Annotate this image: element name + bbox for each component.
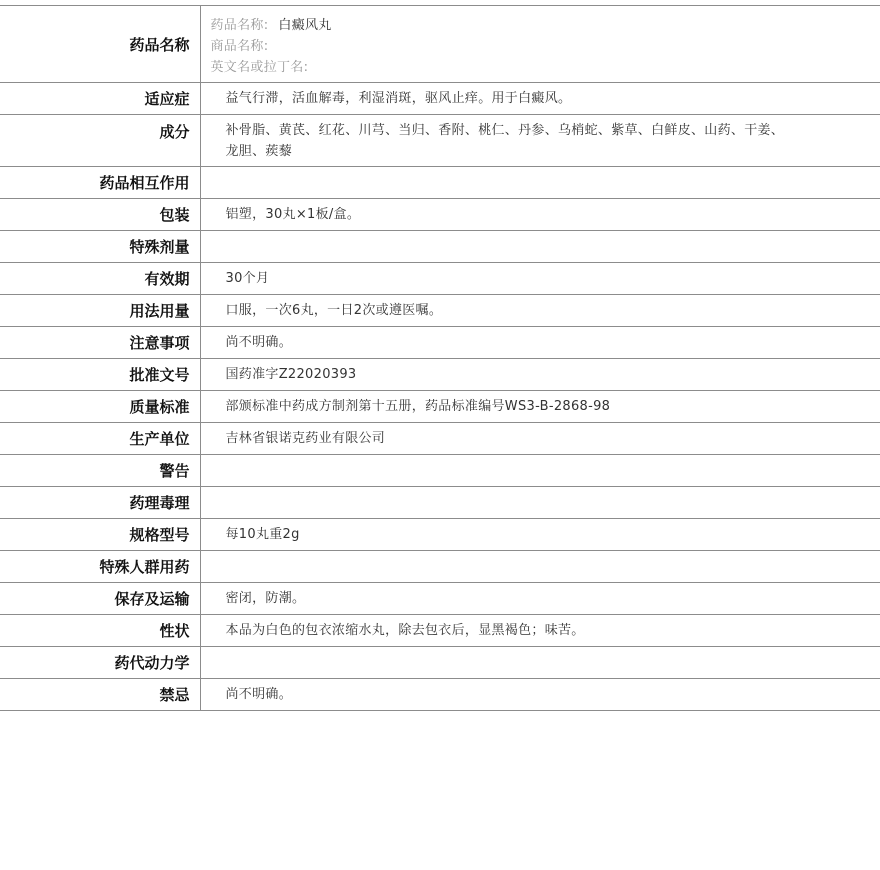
table-row-special-populations bbox=[0, 551, 880, 583]
row-value-quality-standard: 部颁标准中药成方制剂第十五册，药品标准编号WS3-B-2868-98 bbox=[200, 391, 880, 423]
table-row-interactions bbox=[0, 167, 880, 199]
row-label-interactions: 药品相互作用 bbox=[0, 167, 200, 199]
row-value-contraindications: 尚不明确。 bbox=[200, 679, 880, 711]
row-value-specification: 每10丸重2g bbox=[200, 519, 880, 551]
table-row-shelf-life bbox=[0, 263, 880, 295]
row-label-description: 性状 bbox=[0, 615, 200, 647]
table-row-special-dosage bbox=[0, 231, 880, 263]
row-label-contraindications: 禁忌 bbox=[0, 679, 200, 711]
row-label-ingredients: 成分 bbox=[0, 115, 200, 167]
row-label-shelf-life: 有效期 bbox=[0, 263, 200, 295]
row-value-indications: 益气行滞，活血解毒，利湿消斑，驱风止痒。用于白癜风。 bbox=[200, 83, 880, 115]
row-label-precautions: 注意事项 bbox=[0, 327, 200, 359]
drug-info-table bbox=[0, 5, 880, 711]
table-row-warning bbox=[0, 455, 880, 487]
generic-name-label: 药品名称: bbox=[210, 18, 269, 33]
row-label-indications: 适应症 bbox=[0, 83, 200, 115]
row-label-usage: 用法用量 bbox=[0, 295, 200, 327]
row-label-warning: 警告 bbox=[0, 455, 200, 487]
row-value-packaging: 铝塑，30丸×1板/盒。 bbox=[200, 199, 880, 231]
row-value-special-populations bbox=[200, 551, 880, 583]
table-row-drug-name bbox=[0, 6, 880, 83]
table-row-specification bbox=[0, 519, 880, 551]
drug-names-cell bbox=[200, 6, 880, 83]
row-value-usage: 口服，一次6丸，一日2次或遵医嘱。 bbox=[200, 295, 880, 327]
english-name-label: 英文名或拉丁名: bbox=[210, 60, 309, 75]
row-label-storage: 保存及运输 bbox=[0, 583, 200, 615]
table-row-indications bbox=[0, 83, 880, 115]
row-label-special-populations: 特殊人群用药 bbox=[0, 551, 200, 583]
table-row-contraindications bbox=[0, 679, 880, 711]
row-label-special-dosage: 特殊剂量 bbox=[0, 231, 200, 263]
row-label-pharmacokinetics: 药代动力学 bbox=[0, 647, 200, 679]
table-row-precautions bbox=[0, 327, 880, 359]
table-row-packaging bbox=[0, 199, 880, 231]
table-row-approval-number bbox=[0, 359, 880, 391]
row-value-description: 本品为白色的包衣浓缩水丸，除去包衣后，显黑褐色；味苦。 bbox=[200, 615, 880, 647]
row-value-shelf-life: 30个月 bbox=[200, 263, 880, 295]
generic-name-value: 白癜风丸 bbox=[278, 18, 332, 33]
row-value-warning bbox=[200, 455, 880, 487]
trade-name-label: 商品名称: bbox=[210, 39, 269, 54]
row-value-interactions bbox=[200, 167, 880, 199]
row-label-drug-name: 药品名称 bbox=[0, 6, 200, 83]
table-row-ingredients bbox=[0, 115, 880, 167]
row-value-special-dosage bbox=[200, 231, 880, 263]
row-value-storage: 密闭，防潮。 bbox=[200, 583, 880, 615]
row-label-packaging: 包装 bbox=[0, 199, 200, 231]
row-value-pharmacokinetics bbox=[200, 647, 880, 679]
table-row-usage bbox=[0, 295, 880, 327]
row-value-ingredients: 补骨脂、黄芪、红花、川芎、当归、香附、桃仁、丹参、乌梢蛇、紫草、白鲜皮、山药、干姜、龙胆、蒺藜 bbox=[200, 115, 880, 167]
row-value-approval-number: 国药准字Z22020393 bbox=[200, 359, 880, 391]
row-label-approval-number: 批准文号 bbox=[0, 359, 200, 391]
row-label-pharmacology: 药理毒理 bbox=[0, 487, 200, 519]
row-value-pharmacology bbox=[200, 487, 880, 519]
table-row-description bbox=[0, 615, 880, 647]
row-label-specification: 规格型号 bbox=[0, 519, 200, 551]
row-label-manufacturer: 生产单位 bbox=[0, 423, 200, 455]
table-row-pharmacokinetics bbox=[0, 647, 880, 679]
generic-name-line bbox=[211, 15, 791, 36]
table-row-storage bbox=[0, 583, 880, 615]
row-value-manufacturer: 吉林省银诺克药业有限公司 bbox=[200, 423, 880, 455]
table-row-manufacturer bbox=[0, 423, 880, 455]
table-row-quality-standard bbox=[0, 391, 880, 423]
english-name-line bbox=[211, 57, 791, 78]
row-label-quality-standard: 质量标准 bbox=[0, 391, 200, 423]
row-value-precautions: 尚不明确。 bbox=[200, 327, 880, 359]
trade-name-line bbox=[211, 36, 791, 57]
table-row-pharmacology bbox=[0, 487, 880, 519]
